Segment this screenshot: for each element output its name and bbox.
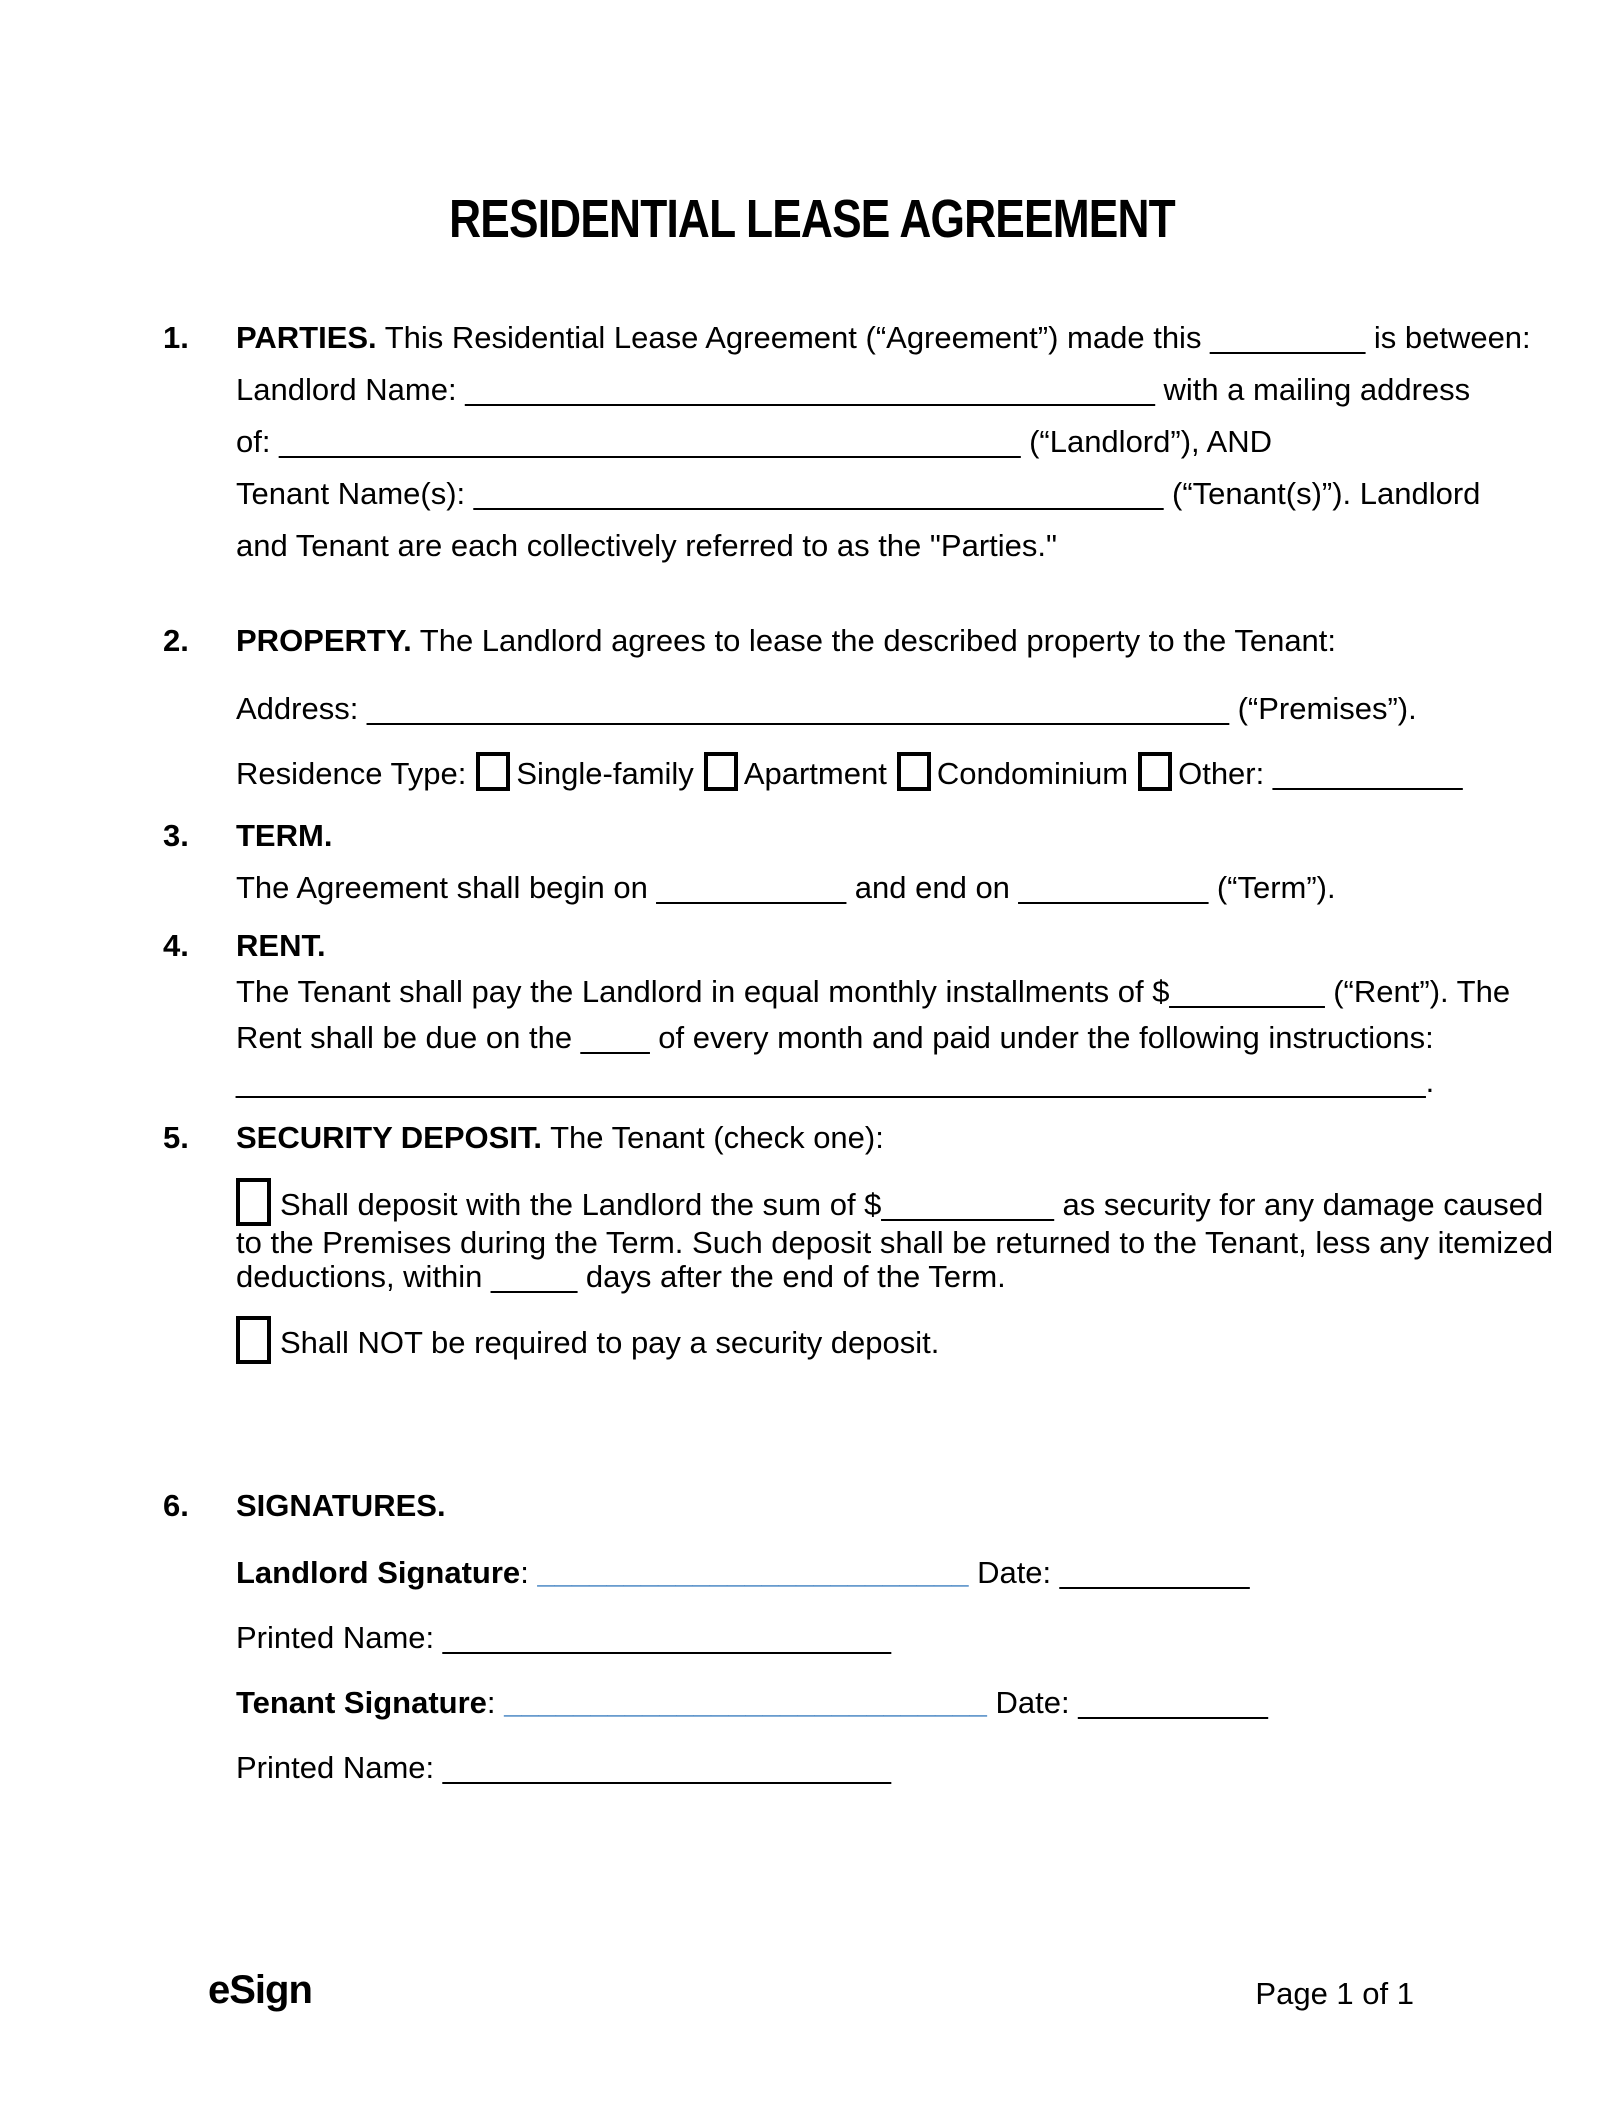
form-line xyxy=(236,416,1624,468)
bold-text: SIGNATURES. xyxy=(236,1488,446,1523)
form-line xyxy=(236,1226,1624,1260)
rent-due-day-field[interactable]: ____ xyxy=(580,1020,650,1055)
text: Residence Type: xyxy=(236,756,467,791)
text: as security for any damage caused xyxy=(1053,1187,1544,1222)
text: The Landlord agrees to lease the described property to the Tenant: xyxy=(411,623,1337,658)
section-number: 4. xyxy=(163,928,189,963)
text: Condominium xyxy=(936,756,1129,791)
text: and Tenant are each collectively referred to as the "Parties." xyxy=(236,528,1058,563)
text: days after the end of the Term. xyxy=(577,1259,1006,1294)
section-number: 5. xyxy=(163,1120,189,1155)
text: Other: xyxy=(1178,756,1273,791)
rent-amount-field[interactable]: _________ xyxy=(1169,974,1325,1009)
condominium-checkbox[interactable] xyxy=(897,752,931,791)
tenant-names-field[interactable]: ________________________________________ xyxy=(473,476,1164,511)
section-2 xyxy=(163,615,1624,800)
text: Shall NOT be required to pay a security deposit. xyxy=(280,1325,940,1360)
landlord-signature-field[interactable]: _________________________ xyxy=(537,1555,969,1590)
esign-logo: eSign xyxy=(208,1968,312,2012)
section-3 xyxy=(163,810,1624,914)
document-title: RESIDENTIAL LEASE AGREEMENT xyxy=(449,189,1175,249)
term-start-date-field[interactable]: ___________ xyxy=(656,870,847,905)
landlord-printed-name-field[interactable]: __________________________ xyxy=(442,1620,892,1655)
page-number: Page 1 of 1 xyxy=(1255,1976,1414,2011)
section-number: 2. xyxy=(163,623,189,658)
form-line xyxy=(236,364,1624,416)
form-line xyxy=(236,1742,1624,1794)
text: : xyxy=(520,1555,538,1590)
section-1 xyxy=(163,312,1624,572)
form-line xyxy=(236,1316,1624,1364)
single-family-checkbox[interactable] xyxy=(476,752,510,791)
payment-instructions-field[interactable]: _____________________________________________________________________ xyxy=(236,1064,1426,1099)
text: and end on xyxy=(846,870,1019,905)
text: Tenant Name(s): xyxy=(236,476,474,511)
tenant-printed-name-field[interactable]: __________________________ xyxy=(442,1750,892,1785)
section-heading-line xyxy=(163,1112,1624,1164)
text: The Tenant (check one): xyxy=(542,1120,884,1155)
bold-text: RENT. xyxy=(236,928,326,963)
section-6 xyxy=(163,1480,1624,1794)
text: The Agreement shall begin on xyxy=(236,870,657,905)
text: Date: xyxy=(968,1555,1060,1590)
bold-text: PROPERTY. xyxy=(236,623,412,658)
tenant-signature-field[interactable]: ____________________________ xyxy=(504,1685,987,1720)
section-heading-line xyxy=(163,1480,1624,1532)
landlord-name-field[interactable]: ________________________________________ xyxy=(465,372,1155,407)
form-line xyxy=(236,520,1624,572)
text: of: xyxy=(236,424,280,459)
text: Date: xyxy=(986,1685,1079,1720)
section-heading-line xyxy=(163,312,1624,364)
text: Single-family xyxy=(516,756,694,791)
other-checkbox[interactable] xyxy=(1138,752,1172,791)
text: . xyxy=(1425,1064,1435,1099)
deposit-required-checkbox[interactable] xyxy=(236,1178,271,1226)
form-line xyxy=(236,1260,1624,1294)
section-heading-line xyxy=(163,920,1624,972)
apartment-checkbox[interactable] xyxy=(704,752,738,791)
text: This Residential Lease Agreement (“Agreement”) made this xyxy=(376,320,1211,355)
text: Address: xyxy=(236,691,367,726)
text: Rent shall be due on the xyxy=(236,1020,581,1055)
section-4 xyxy=(163,920,1624,1108)
section-5 xyxy=(163,1112,1624,1364)
text: (“Term”). xyxy=(1208,870,1336,905)
bold-text: TERM. xyxy=(236,818,333,853)
form-line xyxy=(236,966,1624,1018)
bold-text: SECURITY DEPOSIT. xyxy=(236,1120,543,1155)
landlord-signature-date-field[interactable]: ___________ xyxy=(1059,1555,1250,1590)
text: Shall deposit with the Landlord the sum of $ xyxy=(280,1187,882,1222)
text: Apartment xyxy=(743,756,887,791)
bold-text: Landlord Signature xyxy=(236,1555,521,1590)
deposit-amount-field[interactable]: __________ xyxy=(881,1187,1054,1222)
text: Landlord Name: xyxy=(236,372,466,407)
no-deposit-checkbox[interactable] xyxy=(236,1316,271,1364)
section-number: 1. xyxy=(163,320,189,355)
deposit-return-days-field[interactable]: _____ xyxy=(491,1259,578,1294)
bold-text: Tenant Signature xyxy=(236,1685,487,1720)
text: (“Rent”). The xyxy=(1324,974,1511,1009)
form-line xyxy=(236,1677,1624,1729)
section-heading-line xyxy=(163,615,1624,667)
text: with a mailing address xyxy=(1154,372,1471,407)
text: (“Tenant(s)”). Landlord xyxy=(1163,476,1481,511)
text: Printed Name: xyxy=(236,1750,443,1785)
text: to the Premises during the Term. Such deposit shall be returned to the Tenant, less any itemized xyxy=(236,1225,1554,1260)
form-line xyxy=(236,748,1624,800)
form-line xyxy=(236,862,1624,914)
text: (“Premises”). xyxy=(1229,691,1417,726)
term-end-date-field[interactable]: ___________ xyxy=(1018,870,1209,905)
section-number: 6. xyxy=(163,1488,189,1523)
form-line xyxy=(236,1056,1624,1108)
text: The Tenant shall pay the Landlord in equal monthly installments of $ xyxy=(236,974,1170,1009)
landlord-address-field[interactable]: ___________________________________________ xyxy=(279,424,1021,459)
text: : xyxy=(486,1685,505,1720)
agreement-date-field[interactable]: _________ xyxy=(1210,320,1366,355)
document-body xyxy=(163,312,1624,1794)
form-line xyxy=(236,683,1624,735)
bold-text: PARTIES. xyxy=(236,320,377,355)
text: of every month and paid under the following instructions: xyxy=(649,1020,1434,1055)
text: deductions, within xyxy=(236,1259,492,1294)
section-number: 3. xyxy=(163,818,189,853)
text: is between: xyxy=(1365,320,1531,355)
text: Printed Name: xyxy=(236,1620,443,1655)
form-line xyxy=(236,1547,1624,1599)
form-line xyxy=(236,468,1624,520)
section-heading-line xyxy=(163,810,1624,862)
tenant-signature-date-field[interactable]: ___________ xyxy=(1078,1685,1268,1720)
premises-address-field[interactable]: __________________________________________________ xyxy=(366,691,1229,726)
form-line xyxy=(236,1612,1624,1664)
text: (“Landlord”), AND xyxy=(1020,424,1272,459)
form-line xyxy=(236,1178,1624,1226)
other-residence-field[interactable]: ___________ xyxy=(1272,756,1463,791)
